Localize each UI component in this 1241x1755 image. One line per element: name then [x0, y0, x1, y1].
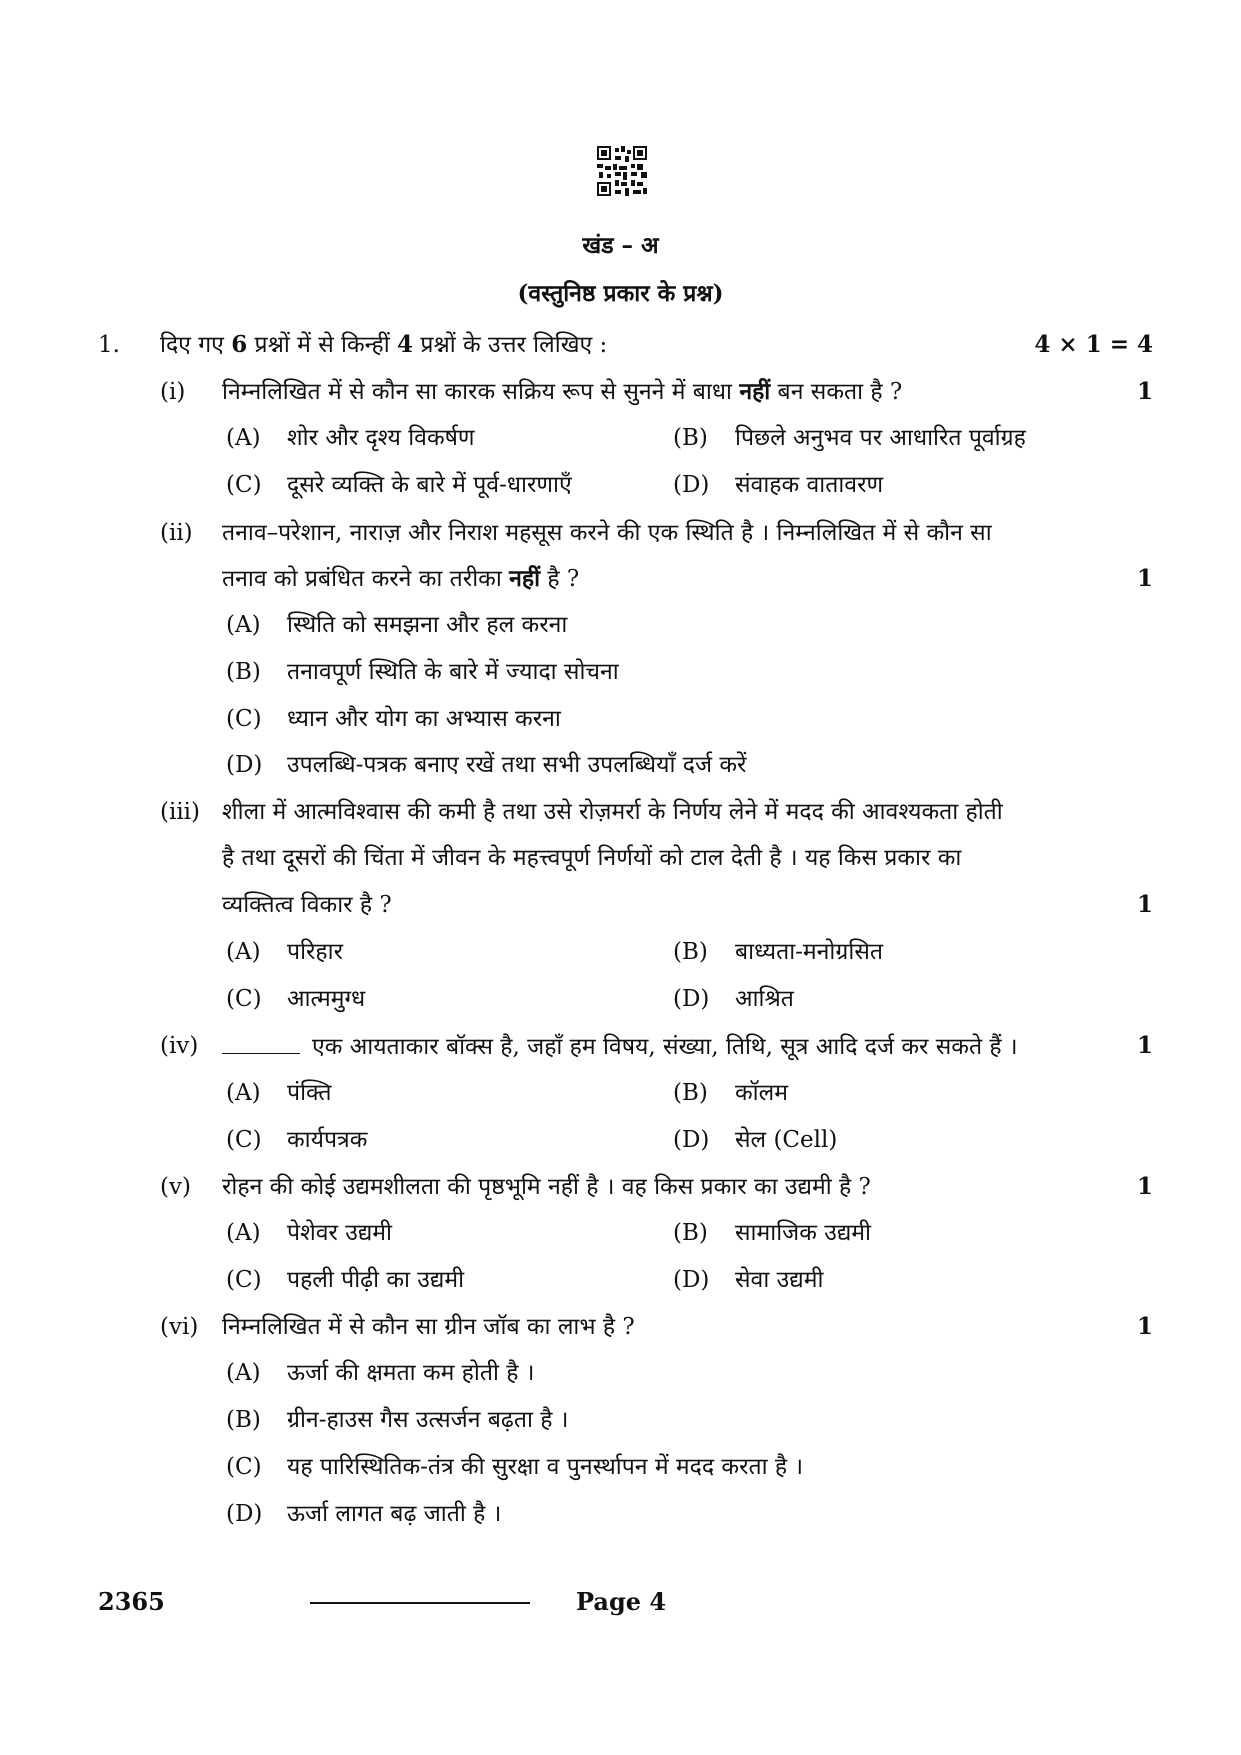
option-label: (A) [226, 612, 261, 638]
subquestion-number: (v) [160, 1174, 191, 1200]
option-label: (C) [226, 986, 262, 1012]
subquestion-number: (i) [160, 379, 186, 405]
option-text: सामाजिक उद्यमी [735, 1220, 872, 1246]
subquestion-text: है तथा दूसरों की चिंता में जीवन के महत्त्वपूर्ण निर्णयों को टाल देती है । यह किस प्रकार का [222, 845, 962, 871]
subquestion-marks: 1 [1136, 1173, 1153, 1200]
option-label: (C) [226, 1454, 262, 1480]
option-text: ऊर्जा लागत बढ़ जाती है । [287, 1501, 502, 1527]
subquestion-text: निम्नलिखित में से कौन सा ग्रीन जॉब का लाभ है ? [222, 1314, 635, 1340]
subquestion-text: तनाव–परेशान, नाराज़ और निराश महसूस करने की एक स्थिति है । निम्नलिखित में से कौन सा [222, 520, 992, 546]
subquestion-text: निम्नलिखित में से कौन सा कारक सक्रिय रूप से सुनने में बाधा नहीं बन सकता है ? [222, 378, 903, 405]
option-label: (B) [673, 425, 708, 451]
option-label: (D) [673, 1267, 710, 1293]
option-text: उपलब्धि-पत्रक बनाए रखें तथा सभी उपलब्धियाँ दर्ज करें [287, 752, 747, 778]
section-title: खंड – अ [582, 232, 659, 259]
option-text: कॉलम [735, 1080, 788, 1106]
option-label: (C) [226, 706, 262, 732]
option-text: यह पारिस्थितिक-तंत्र की सुरक्षा व पुनर्स्थापन में मदद करता है । [287, 1454, 804, 1480]
option-text: कार्यपत्रक [287, 1127, 368, 1153]
subquestion-marks: 1 [1136, 378, 1153, 405]
option-text: शोर और दृश्य विकर्षण [287, 425, 475, 451]
option-text: ऊर्जा की क्षमता कम होती है । [287, 1360, 535, 1386]
question-marks: 4 × 1 = 4 [1034, 331, 1153, 358]
option-text: सेवा उद्यमी [735, 1267, 824, 1293]
subquestion-text: रोहन की कोई उद्यमशीलता की पृष्ठभूमि नहीं है । वह किस प्रकार का उद्यमी है ? [222, 1174, 871, 1200]
option-label: (B) [673, 939, 708, 965]
option-text: पिछले अनुभव पर आधारित पूर्वाग्रह [735, 425, 1026, 451]
subquestion-marks: 1 [1136, 1032, 1153, 1059]
option-text: पहली पीढ़ी का उद्यमी [287, 1267, 465, 1293]
option-text: ध्यान और योग का अभ्यास करना [287, 706, 561, 732]
option-label: (A) [226, 1360, 261, 1386]
option-text: आत्ममुग्ध [287, 986, 366, 1012]
fill-blank [222, 1031, 300, 1054]
subquestion-number: (iv) [160, 1033, 199, 1059]
subquestion-text: व्यक्तित्व विकार है ? [222, 892, 392, 918]
option-text: तनावपूर्ण स्थिति के बारे में ज्यादा सोचना [287, 659, 619, 685]
option-label: (C) [226, 1267, 262, 1293]
subquestion-number: (vi) [160, 1314, 199, 1340]
option-text: पंक्ति [287, 1080, 332, 1106]
subquestion-text: शीला में आत्मविश्वास की कमी है तथा उसे रोज़मर्रा के निर्णय लेने में मदद की आवश्यकता होती [222, 799, 1003, 825]
option-label: (B) [673, 1220, 708, 1246]
option-label: (D) [673, 472, 710, 498]
subquestion-text: तनाव को प्रबंधित करने का तरीका नहीं है ? [222, 565, 580, 592]
option-text: संवाहक वातावरण [735, 472, 884, 498]
subquestion-number: (ii) [160, 520, 193, 546]
option-label: (A) [226, 939, 261, 965]
question-instruction: दिए गए 6 प्रश्नों में से किन्हीं 4 प्रश्नों के उत्तर लिखिए : [160, 331, 608, 358]
option-label: (D) [226, 1501, 263, 1527]
option-text: स्थिति को समझना और हल करना [287, 612, 568, 638]
option-label: (D) [673, 1127, 710, 1153]
option-text: आश्रित [735, 986, 794, 1012]
option-text: सेल (Cell) [735, 1127, 838, 1153]
section-subtitle: (वस्तुनिष्ठ प्रकार के प्रश्न) [517, 280, 724, 307]
option-text: दूसरे व्यक्ति के बारे में पूर्व-धारणाएँ [287, 472, 572, 498]
option-label: (A) [226, 425, 261, 451]
option-label: (B) [226, 1407, 261, 1433]
option-label: (D) [673, 986, 710, 1012]
option-label: (A) [226, 1080, 261, 1106]
footer-divider [310, 1602, 530, 1604]
option-label: (B) [673, 1080, 708, 1106]
subquestion-number: (iii) [160, 799, 201, 825]
qr-code-icon [597, 146, 647, 196]
option-text: परिहार [287, 939, 344, 965]
page-number: Page 4 [576, 1587, 667, 1616]
subquestion-text: एक आयताकार बॉक्स है, जहाँ हम विषय, संख्या, तिथि, सूत्र आदि दर्ज कर सकते हैं । [222, 1031, 1018, 1062]
question-number: 1. [98, 332, 120, 358]
option-label: (B) [226, 659, 261, 685]
option-text: पेशेवर उद्यमी [287, 1220, 393, 1246]
subquestion-marks: 1 [1136, 1313, 1153, 1340]
subquestion-marks: 1 [1136, 565, 1153, 592]
option-label: (D) [226, 752, 263, 778]
option-text: ग्रीन-हाउस गैस उत्सर्जन बढ़ता है । [287, 1407, 569, 1433]
option-label: (A) [226, 1220, 261, 1246]
option-text: बाध्यता-मनोग्रसित [735, 939, 883, 965]
paper-code: 2365 [98, 1587, 165, 1616]
option-label: (C) [226, 472, 262, 498]
option-label: (C) [226, 1127, 262, 1153]
subquestion-marks: 1 [1136, 891, 1153, 918]
